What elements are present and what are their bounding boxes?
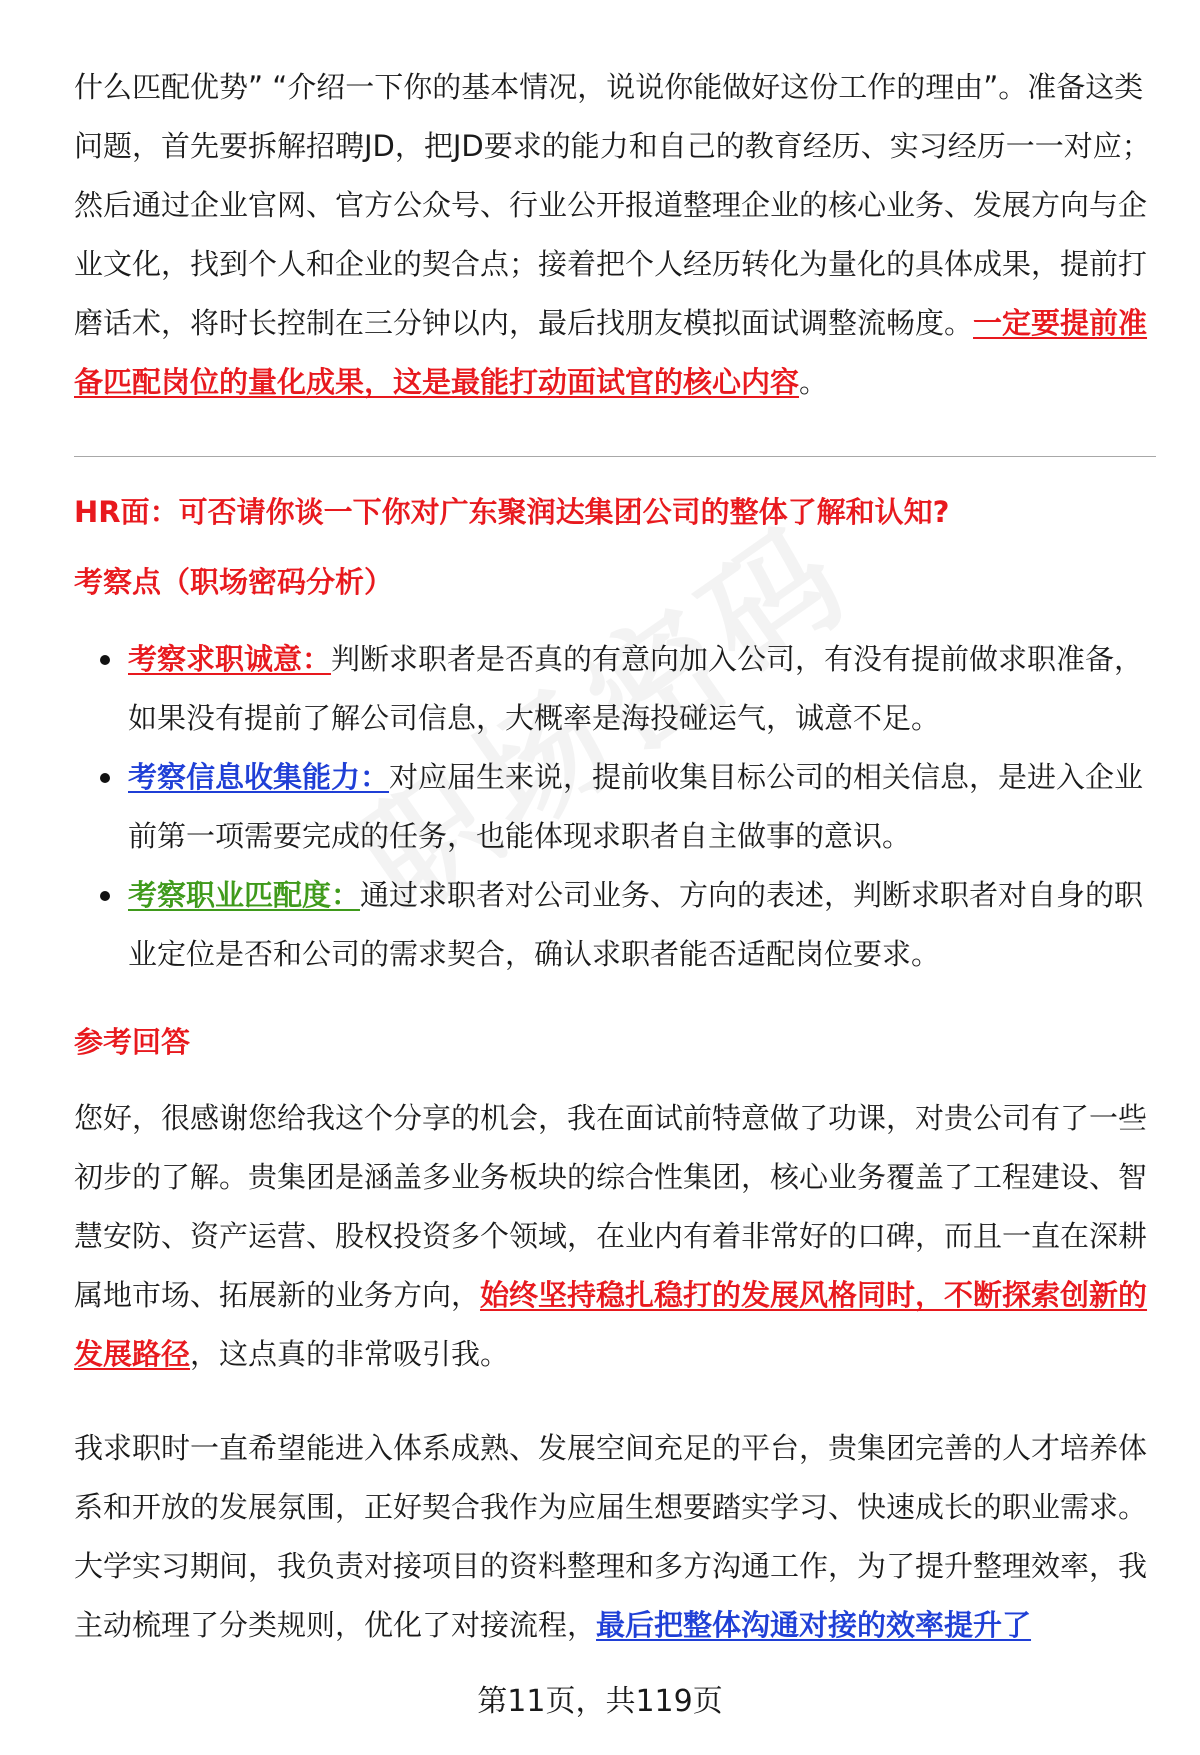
list-item [74,748,1164,866]
points-list [74,630,1164,984]
point-text: 对应届生来说，提前收集目标公司的相关信息，是进入企业前第一项需要完成的任务，也能体现求职者自主做事的意识。 [128,760,1144,853]
answer-paragraph-2 [74,1419,1164,1655]
point-text: 判断求职者是否真的有意向加入公司，有没有提前做求职准备，如果没有提前了解公司信息，大概率是海投碰运气，诚意不足。 [128,642,1144,735]
intro-highlight: 一定要提前准备匹配岗位的量化成果，这是最能打动面试官的核心内容 [74,306,1148,399]
list-item [74,630,1164,748]
answer2-text: 我求职时一直希望能进入体系成熟、发展空间充足的平台，贵集团完善的人才培养体系和开放的发展氛围，正好契合我作为应届生想要踏实学习、快速成长的职业需求。大学实习期间，我负责对接项目的资料整理和多方沟通工作，为了提升整理效率，我主动梳理了分类规则，优化了对接流程， [74,1431,1148,1642]
list-item [74,866,1164,984]
point-label: 考察求职诚意： [128,642,332,676]
point-label: 考察职业匹配度： [128,878,361,912]
intro-text: 什么匹配优势” “介绍一下你的基本情况，说说你能做好这份工作的理由”。准备这类问题，首先要拆解招聘JD，把JD要求的能力和自己的教育经历、实习经历一一对应；然后通过企业官网、官方公众号、行业公开报道整理企业的核心业务、发展方向与企业文化，找到个人和企业的契合点；接着把个人经历转化为量化的具体成果，提前打磨话术，将时长控制在三分钟以内，最后找朋友模拟面试调整流畅度。 [74,70,1151,340]
answer1-highlight: 始终坚持稳扎稳打的发展风格同时，不断探索创新的发展路径 [74,1278,1148,1371]
answer1-text-end: ，这点真的非常吸引我。 [190,1337,510,1371]
answer-paragraph-1 [74,1089,1164,1384]
question-title: HR面：可否请你谈一下你对广东聚润达集团公司的整体了解和认知? [74,495,950,529]
intro-paragraph [74,58,1164,412]
page-footer: 第11页，共119页 [477,1684,723,1719]
answer2-highlight: 最后把整体沟通对接的效率提升了 [596,1608,1032,1642]
point-text: 通过求职者对公司业务、方向的表述，判断求职者对自身的职业定位是否和公司的需求契合，确认求职者能否适配岗位要求。 [128,878,1144,971]
intro-text-end: 。 [799,365,829,399]
section-divider [74,456,1156,457]
bullet-dot [100,891,110,901]
answer-heading: 参考回答 [74,1025,191,1059]
points-heading: 考察点（职场密码分析） [74,565,394,599]
answer1-text: 您好，很感谢您给我这个分享的机会，我在面试前特意做了功课，对贵公司有了一些初步的了解。贵集团是涵盖多业务板块的综合性集团，核心业务覆盖了工程建设、智慧安防、资产运营、股权投资多个领域，在业内有着非常好的口碑，而且一直在深耕属地市场、拓展新的业务方向， [74,1101,1148,1312]
point-label: 考察信息收集能力： [128,760,390,794]
bullet-dot [100,773,110,783]
bullet-dot [100,655,110,665]
